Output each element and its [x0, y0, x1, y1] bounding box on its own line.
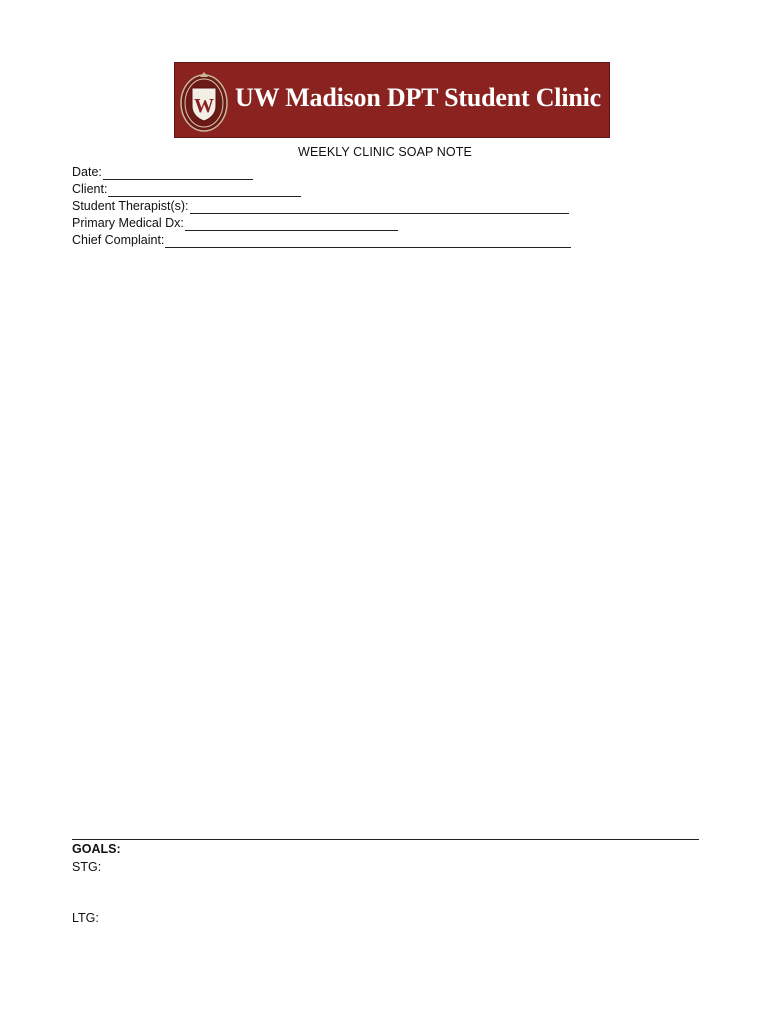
- document-title: WEEKLY CLINIC SOAP NOTE: [298, 145, 472, 159]
- chief-complaint-field[interactable]: [72, 232, 571, 248]
- student-therapist-blank-line[interactable]: [190, 200, 569, 214]
- date-blank-line[interactable]: [103, 166, 253, 180]
- primary-medical-dx-field[interactable]: [72, 215, 398, 231]
- ltg-label: LTG:: [72, 911, 99, 925]
- client-field[interactable]: [72, 181, 301, 197]
- client-label: Client:: [72, 182, 108, 196]
- goals-divider: [72, 839, 699, 840]
- crest-letter: W: [194, 95, 214, 117]
- clinic-banner: [174, 62, 610, 138]
- chief-complaint-blank-line[interactable]: [165, 234, 571, 248]
- client-blank-line[interactable]: [108, 183, 301, 197]
- student-therapist-field[interactable]: [72, 198, 569, 214]
- goals-heading: GOALS:: [72, 842, 121, 856]
- date-field[interactable]: [72, 164, 253, 180]
- stg-label: STG:: [72, 860, 102, 874]
- chief-complaint-label: Chief Complaint:: [72, 233, 165, 247]
- student-therapist-label: Student Therapist(s):: [72, 199, 189, 213]
- primary-medical-dx-blank-line[interactable]: [185, 217, 398, 231]
- university-crest-icon: [178, 68, 230, 134]
- banner-title: UW Madison DPT Student Clinic: [235, 83, 601, 112]
- primary-medical-dx-label: Primary Medical Dx:: [72, 216, 184, 230]
- date-label: Date:: [72, 165, 102, 179]
